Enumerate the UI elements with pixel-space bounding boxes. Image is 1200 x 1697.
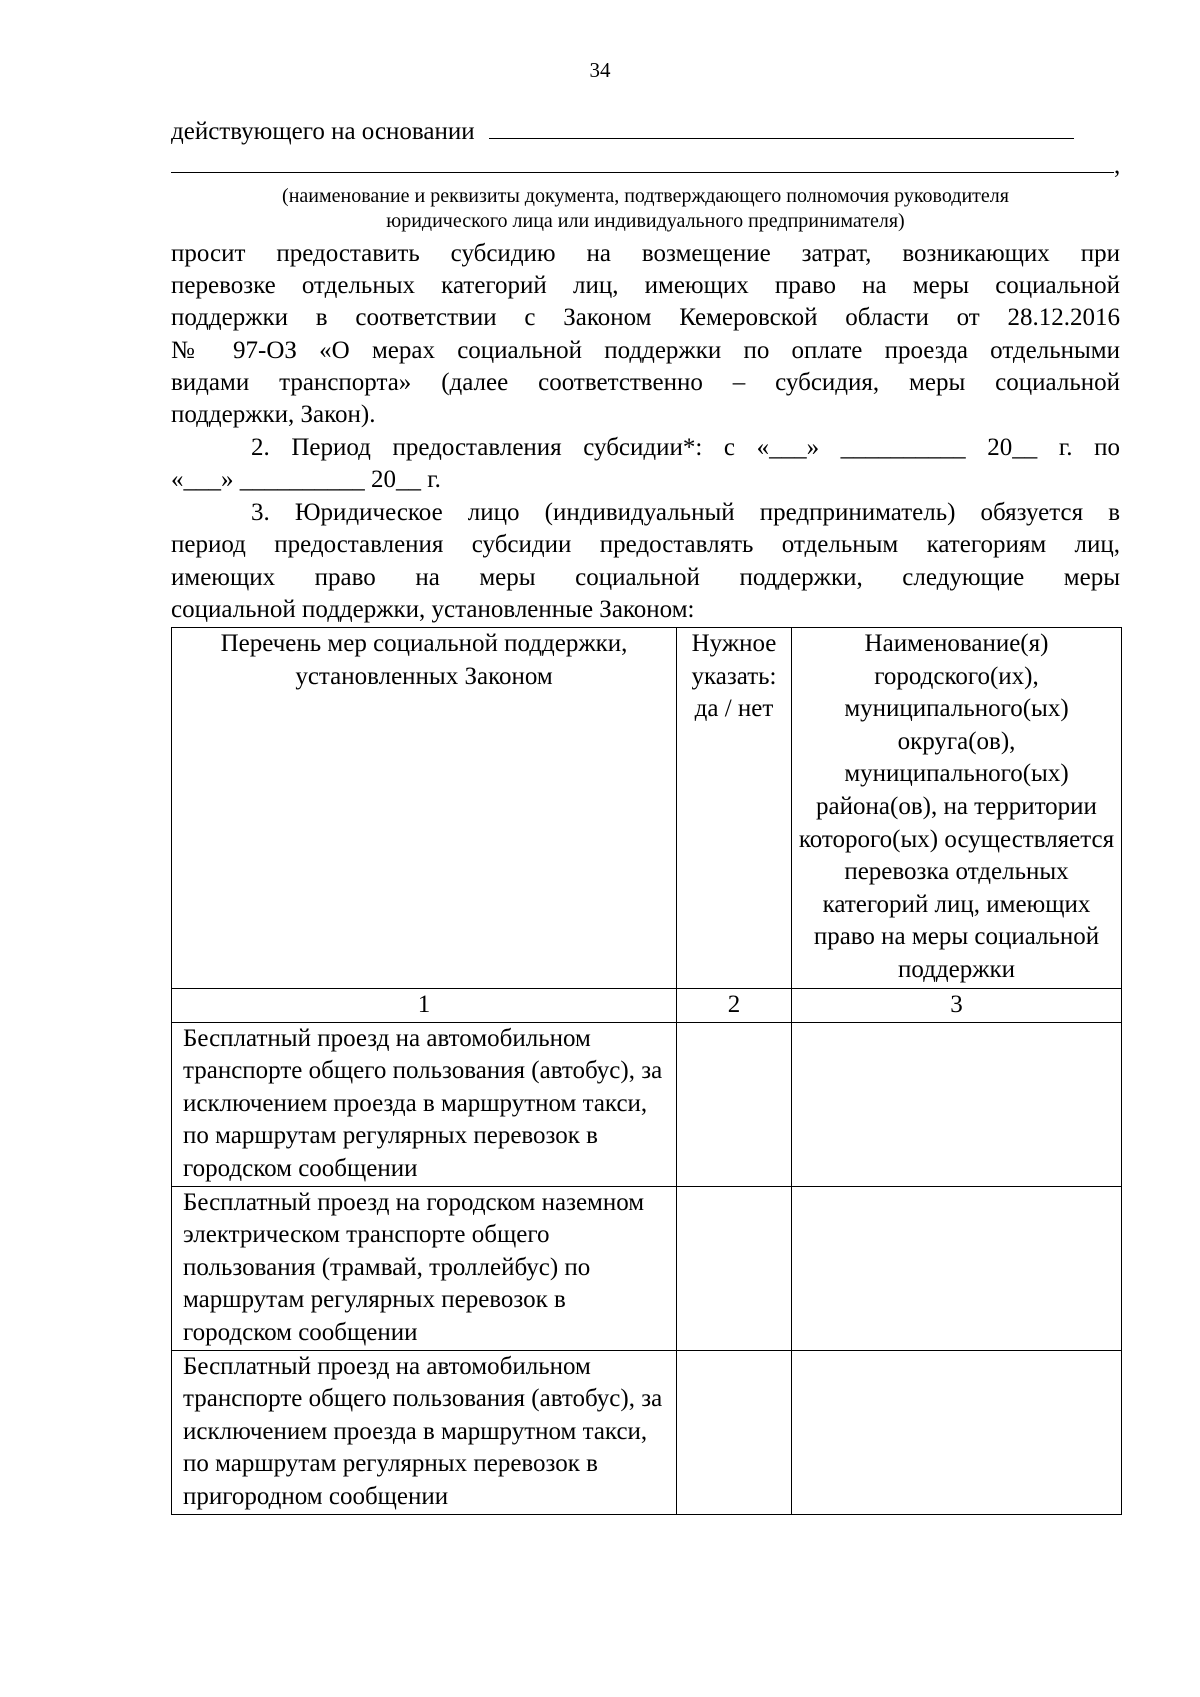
column-number: 2	[677, 989, 792, 1023]
paragraph3-line: имеющих право на меры социальной поддержки, следующие меры	[171, 564, 1120, 591]
territory-cell[interactable]	[792, 1350, 1122, 1514]
paragraph1-line: видами транспорта» (далее соответственно – субсидия, меры социальной	[171, 369, 1120, 396]
page-number: 34	[589, 58, 611, 82]
column-number: 3	[792, 989, 1122, 1023]
header-territory: Наименование(я) городского(их), муниципального(ых) округа(ов), муниципального(ых) района(ов), на территории которого(ых) осуществляется перевозка отдельных категорий лиц, имеющих право на меры социальной поддержки	[792, 628, 1122, 989]
paragraph1-line: поддержки в соответствии с Законом Кемеровской области от 28.12.2016	[171, 304, 1120, 331]
column-number: 1	[172, 989, 677, 1023]
paragraph1-line: просит предоставить субсидию на возмещение затрат, возникающих при	[171, 240, 1120, 267]
basis-line-2	[171, 150, 1171, 182]
document-note-line-1: (наименование и реквизиты документа, подтверждающего полномочия руководителя	[282, 185, 1009, 207]
basis-blank-field[interactable]	[489, 116, 1074, 139]
paragraph3-line: 3. Юридическое лицо (индивидуальный предприниматель) обязуется в	[251, 499, 1120, 526]
paragraph1-line: № 97-ОЗ «О мерах социальной поддержки по оплате проезда отдельными	[171, 337, 1120, 364]
paragraph1-line: перевозке отдельных категорий лиц, имеющих право на меры социальной	[171, 272, 1120, 299]
basis-comma: ,	[1114, 152, 1121, 179]
table-header-row	[172, 628, 1122, 989]
basis-line	[171, 116, 1171, 148]
header-answer: Нужное указать: да / нет	[677, 628, 792, 989]
paragraph1-last-line: поддержки, Закон).	[171, 401, 376, 428]
territory-cell[interactable]	[792, 1186, 1122, 1350]
measure-cell: Бесплатный проезд на городском наземном электрическом транспорте общего пользования (трамвай, троллейбус) по маршрутам регулярных перевозок в городском сообщении	[172, 1186, 677, 1350]
document-note-line-2: юридического лица или индивидуального предпринимателя)	[386, 210, 905, 232]
period-line-2: «___» __________ 20__ г.	[171, 466, 441, 493]
measure-cell: Бесплатный проезд на автомобильном транспорте общего пользования (автобус), за исключением проезда в маршрутном такси, по маршрутам регулярных перевозок в пригородном сообщении	[172, 1350, 677, 1514]
answer-cell[interactable]	[677, 1022, 792, 1186]
paragraph3-last-line: социальной поддержки, установленные Законом:	[171, 596, 695, 623]
paragraph3-line: период предоставления субсидии предоставлять отдельным категориям лиц,	[171, 531, 1120, 558]
column-numbers-row	[172, 989, 1122, 1023]
territory-cell[interactable]	[792, 1022, 1122, 1186]
table-row	[172, 1350, 1122, 1514]
measures-table	[171, 627, 1122, 1515]
period-line-1: 2. Период предоставления субсидии*: с «___» __________ 20__ г. по	[251, 434, 1120, 461]
answer-cell[interactable]	[677, 1350, 792, 1514]
measure-cell: Бесплатный проезд на автомобильном транспорте общего пользования (автобус), за исключением проезда в маршрутном такси, по маршрутам регулярных перевозок в городском сообщении	[172, 1022, 677, 1186]
table-row	[172, 1186, 1122, 1350]
answer-cell[interactable]	[677, 1186, 792, 1350]
table-row	[172, 1022, 1122, 1186]
basis-blank-field-2[interactable]	[171, 150, 1114, 173]
basis-label: действующего на основании	[171, 118, 475, 145]
header-measures: Перечень мер социальной поддержки, установленных Законом	[172, 628, 677, 989]
